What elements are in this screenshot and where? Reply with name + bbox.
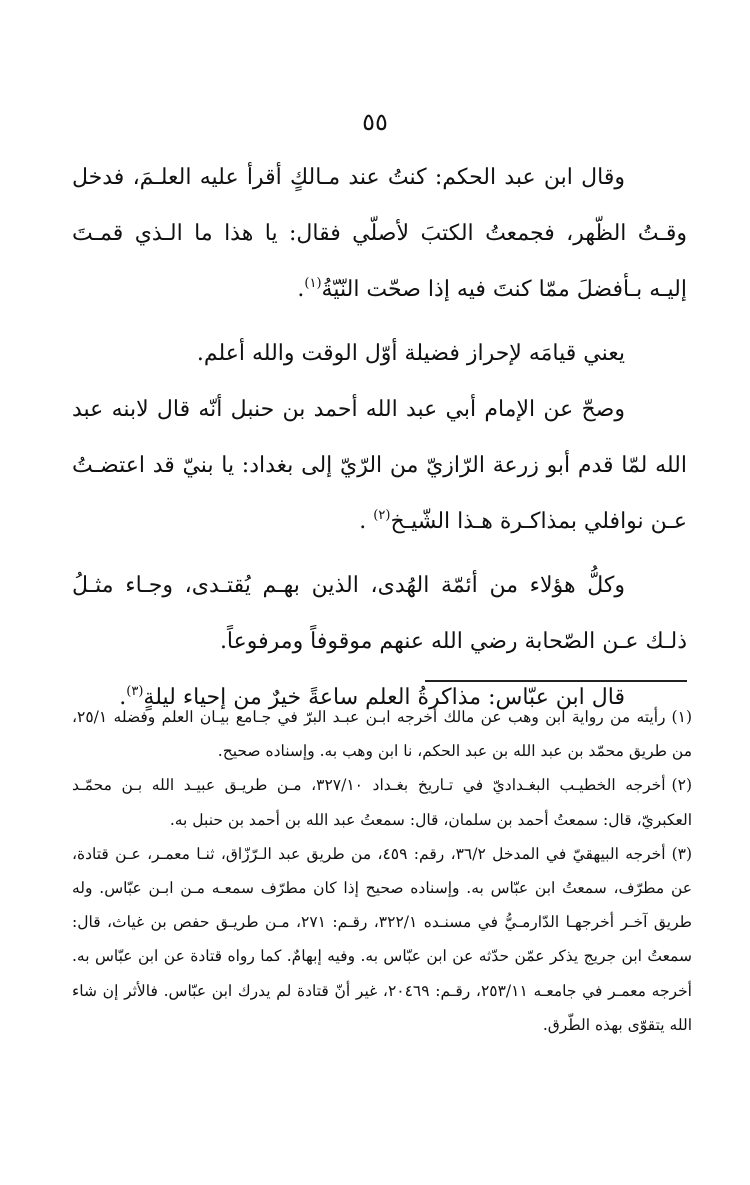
footnote-3 bbox=[72, 837, 692, 1042]
footnote-number: (٢) bbox=[671, 776, 692, 795]
footnote-ref-2: (٢) bbox=[373, 508, 391, 523]
paragraph-text: وكلُّ هؤلاء من أئمّة الهُدى، الذين بهـم يُقتـدى، وجـاء مثـلُ ذلـك عـن الصّحابة رضي الله عنهم موقوفاً ومرفوعاً. bbox=[72, 573, 687, 654]
paragraph-end: . bbox=[359, 509, 374, 534]
paragraph-text: يعني قيامَه لإحراز فضيلة أوّل الوقت والله أعلم. bbox=[196, 341, 625, 366]
footnote-ref-1: (١) bbox=[304, 276, 322, 291]
paragraph-ahmad-ibn-hanbal bbox=[72, 382, 687, 550]
paragraph-ibn-abd-al-hakam bbox=[72, 150, 687, 318]
footnotes bbox=[72, 700, 692, 1042]
paragraph-commentary bbox=[72, 326, 687, 382]
footnote-number: (٣) bbox=[671, 844, 693, 863]
footnote-ref-3: (٣) bbox=[126, 684, 144, 699]
paragraph-imams bbox=[72, 558, 687, 670]
footnote-text: أخرجه الخطيـب البغـداديّ في تـاريخ بغـداد ٣٢٧/١٠، مـن طريـق عبيـد الله بـن محمّـد العكبريّ، قال: سمعتُ أحمد بن سلمان، قال: سمعتُ عبد الله بن أحمد بن حنبل به. bbox=[72, 776, 692, 829]
paragraph-text: قال ابن عبّاس: مذاكرةُ العلم ساعةً خيرٌ من إحياء ليلةٍ bbox=[143, 685, 625, 710]
paragraph-text: وصحّ عن الإمام أبي عبد الله أحمد بن حنبل أنّه قال لابنه عبد الله لمّا قدم أبو زرعة الرّازيّ من الرّيّ إلى بغداد: يا بنيّ قد اعتضـتُ عـن نوافلي بمذاكـرة هـذا الشّيـخ bbox=[72, 397, 687, 534]
paragraph-end: . bbox=[297, 277, 305, 302]
footnote-number: (١) bbox=[671, 708, 692, 726]
footnote-text: أخرجه البيهقيّ في المدخل ٣٦/٢، رقم: ٤٥٩، من طريق عبد الـرّزّاق، ثنـا معمـر، عـن قتادة، عن مطرّف، سمعتُ ابن عبّاس به. وإسناده صحيح إذا كان مطرّف سمعـه مـن ابـن عبّاس. وله طريق آخـر أخرجهـا الدّارمـيُّ في مسنـده ٣٢٢/١، رقـم: ٢٧١، مـن طريـق حفص بن غياث، قال: سمعتُ ابن جريج يذكر عمّن حدّثه عن ابن عبّاس به. وفيه إبهامٌ. كما رواه قتادة عن ابن عبّاس به. أخرجه معمـر في جامعـه ٢٥٣/١١، رقـم: ٢٠٤٦٩، غير أنّ قتادة لم يدرك ابن عبّاس. فالأثر إن شاء الله يتقوّى بهذه الطّرق. bbox=[72, 844, 692, 1034]
page-number: ٥٥ bbox=[362, 108, 388, 136]
paragraph-end: . bbox=[119, 685, 127, 710]
footnote-text: رأيته من رواية ابن وهب عن مالك أخرجه ابـن عبـد البرّ في جـامع بيـان العلم وفضله ٢٥/١، من طريق محمّد بن عبد الله بن عبد الحكم، نا ابن وهب به. وإسناده صحيح. bbox=[72, 708, 692, 761]
paragraph-text: وقال ابن عبد الحكم: كنتُ عند مـالكٍ أقرأ عليه العلـمَ، فدخل وقـتُ الظّهر، فجمعتُ الكتبَ لأصلّي فقال: يا هذا ما الـذي قمـتَ إليـه بـأفضلَ ممّا كنتَ فيه إذا صحّت النّيّةُ bbox=[72, 165, 687, 302]
footnote-separator bbox=[425, 680, 687, 682]
footnote-1 bbox=[72, 700, 692, 768]
footnote-2 bbox=[72, 768, 692, 836]
main-text bbox=[72, 150, 687, 726]
